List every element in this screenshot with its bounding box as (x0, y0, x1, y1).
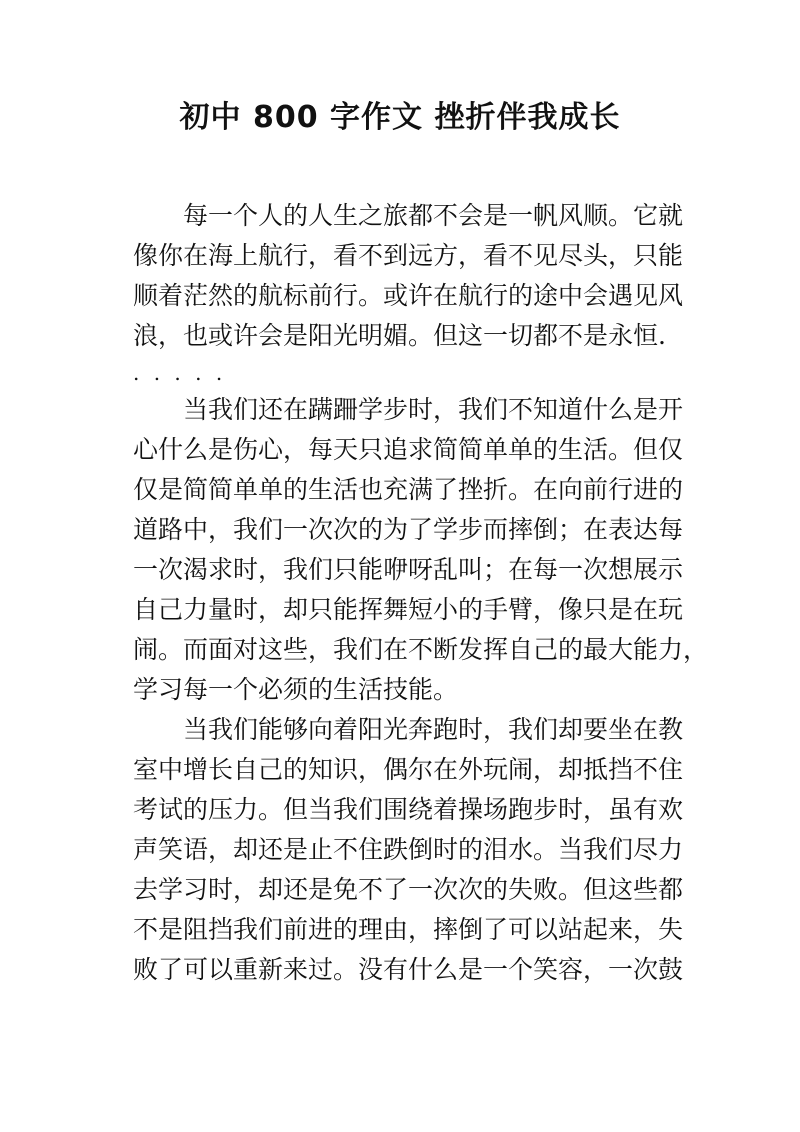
text-line: 不是阻挡我们前进的理由，摔倒了可以站起来，失 (133, 915, 684, 944)
text-line: 声笑语，却还是止不住跌倒时的泪水。当我们尽力 (133, 835, 684, 864)
text-line: 自己力量时，却只能挥舞短小的手臂，像只是在玩 (133, 595, 684, 624)
text-line: 当我们还在蹒跚学步时，我们不知道什么是开 (133, 395, 684, 424)
text-line: 闹。而面对这些，我们在不断发挥自己的最大能力， (133, 635, 709, 664)
text-line: 室中增长自己的知识，偶尔在外玩闹，却抵挡不住 (133, 755, 684, 784)
text-line: 学习每一个必须的生活技能。 (133, 675, 459, 704)
document-body (133, 196, 709, 990)
text-line: 每一个人的人生之旅都不会是一帆风顺。它就 (133, 201, 684, 230)
text-line: 仅是简简单单的生活也充满了挫折。在向前行进的 (133, 475, 684, 504)
text-line: 败了可以重新来过。没有什么是一个笑容，一次鼓 (133, 955, 684, 984)
ellipsis-line: . . . . . (133, 361, 227, 385)
text-line: 心什么是伤心，每天只追求简简单单的生活。但仅 (133, 435, 684, 464)
text-line: 浪，也或许会是阳光明媚。但这一切都不是永恒. (133, 321, 666, 350)
text-line: 当我们能够向着阳光奔跑时，我们却要坐在教 (133, 715, 684, 744)
text-line: 一次渴求时，我们只能咿呀乱叫；在每一次想展示 (133, 555, 684, 584)
text-line: 像你在海上航行，看不到远方，看不见尽头，只能 (133, 241, 684, 270)
text-line: 去学习时，却还是免不了一次次的失败。但这些都 (133, 875, 684, 904)
document-title: 初中 800 字作文 挫折伴我成长 (179, 100, 621, 135)
text-line: 顺着茫然的航标前行。或许在航行的途中会遇见风 (133, 281, 684, 310)
text-line: 考试的压力。但当我们围绕着操场跑步时，虽有欢 (133, 795, 684, 824)
text-line: 道路中，我们一次次的为了学步而摔倒；在表达每 (133, 515, 684, 544)
